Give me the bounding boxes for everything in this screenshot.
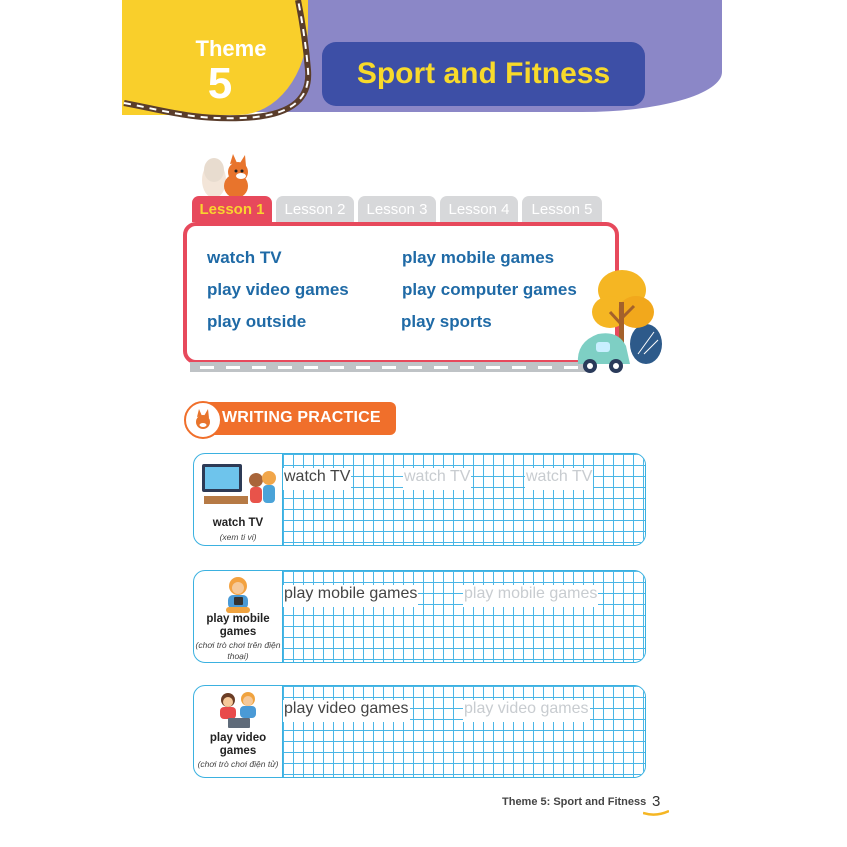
practice-row-play-video-games	[193, 685, 646, 778]
page-number: 3	[652, 793, 661, 810]
tab-lesson-1[interactable]: Lesson 1	[192, 196, 272, 222]
theme-number: 5	[207, 59, 233, 108]
tab-lesson-2[interactable]: Lesson 2	[276, 196, 354, 222]
row-translation: (xem ti vi)	[219, 532, 257, 542]
road-strip	[190, 362, 590, 372]
row-picture	[194, 686, 283, 777]
vocab-word: play computer games	[402, 280, 577, 299]
practice-row-play-mobile-games	[193, 570, 646, 663]
tab-lesson-3[interactable]: Lesson 3	[358, 196, 436, 222]
row-picture	[194, 571, 283, 662]
kids-laptop-icon	[216, 690, 262, 732]
fox-badge-icon	[184, 401, 222, 439]
theme-label: Theme	[195, 36, 267, 61]
trace-text-faded: play video games	[463, 700, 590, 722]
row-picture	[194, 454, 283, 545]
practice-row-watch-tv	[193, 453, 646, 546]
vocab-word: play outside	[207, 312, 307, 331]
vocab-word: play video games	[207, 280, 349, 299]
page-title: Sport and Fitness	[356, 57, 611, 90]
row-word: play video games	[209, 732, 267, 757]
swoosh-icon	[643, 810, 669, 816]
vocab-word: play mobile games	[402, 248, 555, 267]
car-icon	[574, 328, 634, 376]
row-word: watch TV	[212, 517, 264, 529]
fox-mascot-icon	[196, 150, 260, 200]
writing-grid[interactable]	[283, 571, 645, 662]
row-translation: (chơi trò chơi trên điện thoại)	[195, 640, 281, 661]
writing-grid[interactable]	[283, 686, 645, 777]
trace-text-faded: play mobile games	[463, 585, 598, 607]
vocab-word: watch TV	[207, 248, 282, 267]
trace-text-faded: watch TV	[403, 468, 471, 490]
tab-lesson-4[interactable]: Lesson 4	[440, 196, 518, 222]
vocabulary-box	[183, 222, 619, 364]
trace-text: watch TV	[283, 468, 351, 490]
writing-practice-heading: WRITING PRACTICE	[222, 409, 381, 426]
vocab-word: play sports	[401, 312, 492, 331]
row-translation: (chơi trò chơi điện tử)	[197, 759, 279, 769]
row-word: play mobile games	[206, 613, 270, 638]
trace-text: play video games	[283, 700, 410, 722]
title-pill	[322, 42, 645, 106]
footer-theme-label: Theme 5: Sport and Fitness	[502, 796, 647, 808]
trace-text-faded: watch TV	[525, 468, 593, 490]
trace-text: play mobile games	[283, 585, 418, 607]
writing-grid[interactable]	[283, 454, 645, 545]
lesson-tabs	[192, 196, 604, 222]
tab-lesson-5[interactable]: Lesson 5	[522, 196, 602, 222]
boy-phone-icon	[218, 575, 258, 615]
tv-kids-icon	[200, 462, 278, 508]
